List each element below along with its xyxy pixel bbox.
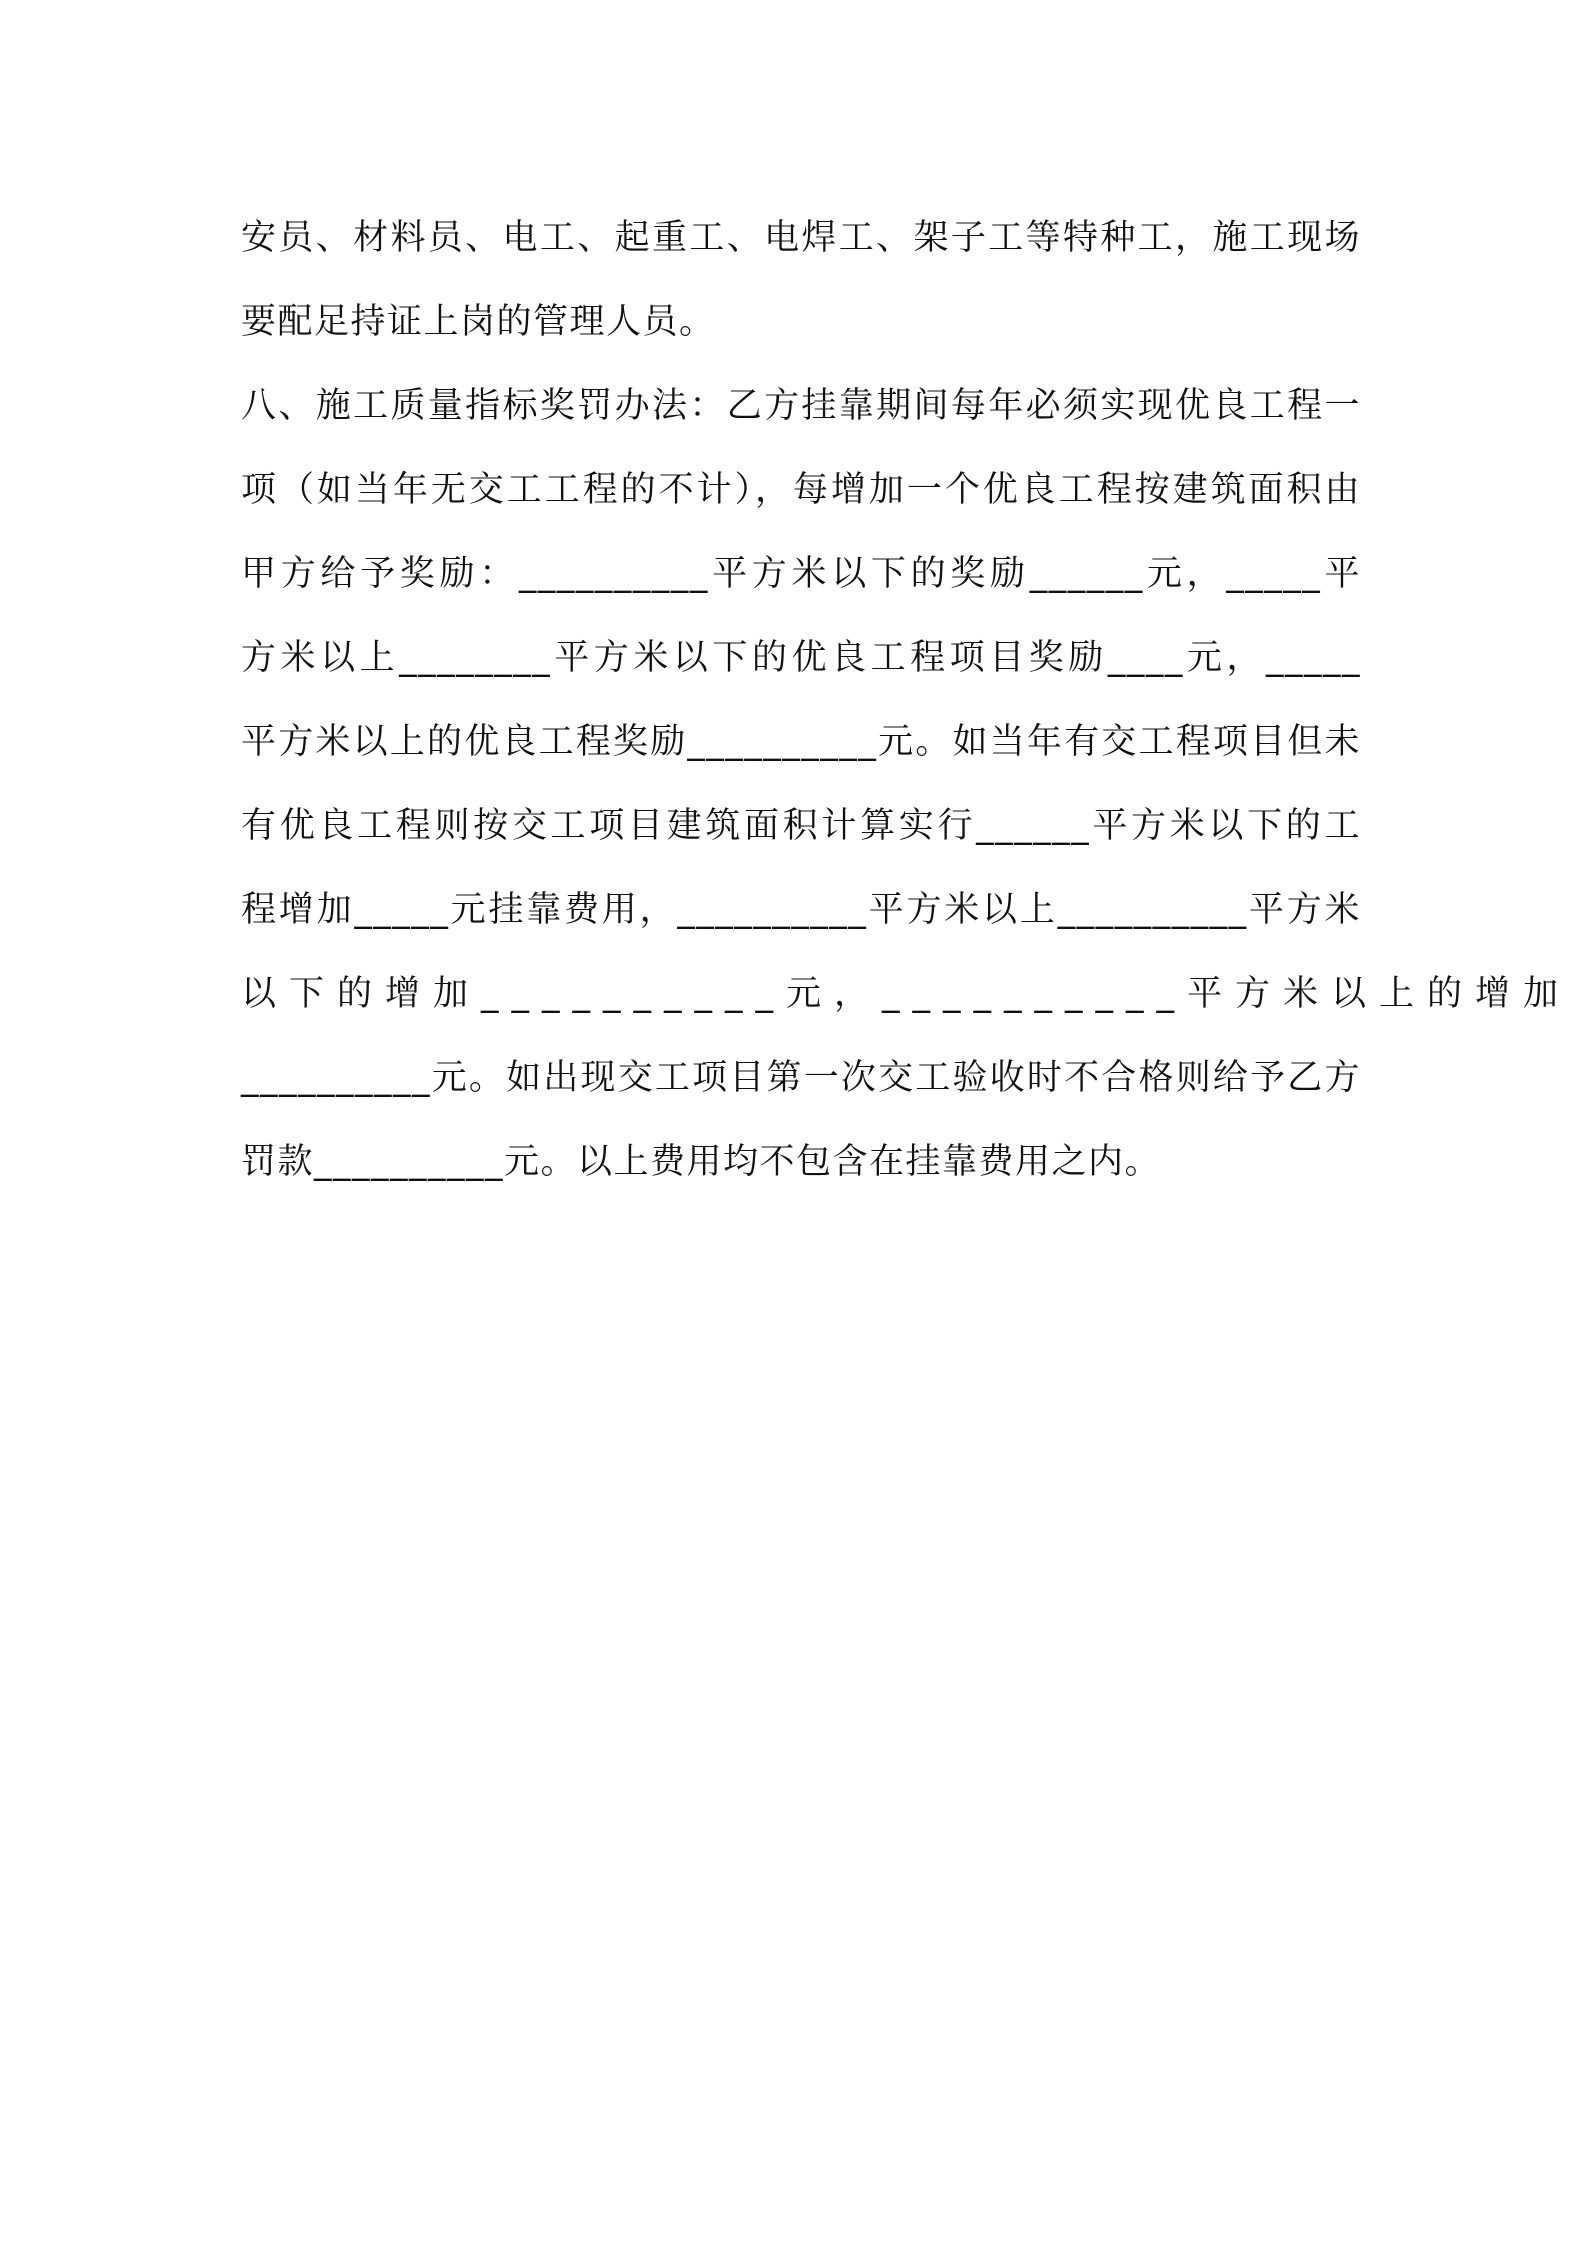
text-line-6: 方米以上________平方米以下的优良工程项目奖励____元，_____ [241, 638, 1361, 678]
text-line-11: __________元。如出现交工项目第一次交工验收时不合格则给予乙方 [241, 1058, 1361, 1098]
text-line-7: 平方米以上的优良工程奖励__________元。如当年有交工程项目但未 [241, 722, 1361, 762]
text-line-8: 有优良工程则按交工项目建筑面积计算实行______平方米以下的工 [241, 806, 1361, 846]
text-line-4: 项（如当年无交工工程的不计），每增加一个优良工程按建筑面积由 [241, 470, 1361, 510]
text-line-3: 八、施工质量指标奖罚办法：乙方挂靠期间每年必须实现优良工程一 [241, 386, 1361, 426]
body-text [241, 196, 1572, 1204]
text-line-12: 罚款__________元。以上费用均不包含在挂靠费用之内。 [241, 1142, 1162, 1182]
text-line-1: 安员、材料员、电工、起重工、电焊工、架子工等特种工，施工现场 [241, 218, 1361, 258]
text-line-9: 程增加_____元挂靠费用，__________平方米以上__________平方米 [241, 890, 1361, 930]
text-line-10: 以下的增加__________元，__________平方米以上的增加 [241, 974, 1572, 1014]
text-line-2: 要配足持证上岗的管理人员。 [241, 302, 716, 342]
text-line-5: 甲方给予奖励：__________平方米以下的奖励______元，_____平 [241, 554, 1361, 594]
